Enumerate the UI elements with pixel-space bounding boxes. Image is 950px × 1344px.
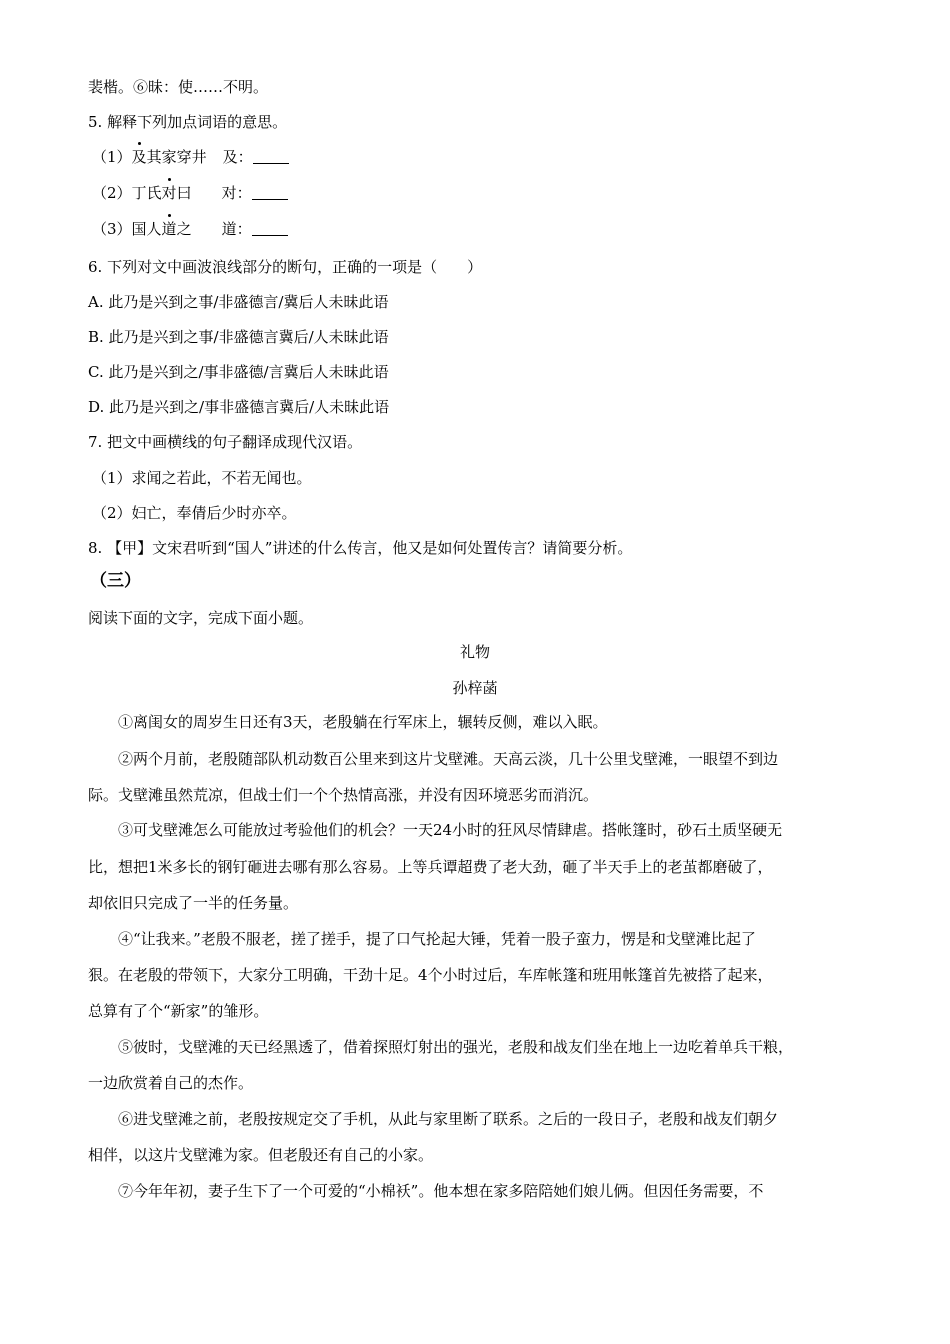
story-line: 总算有了个“新家”的雏形。 — [88, 1002, 269, 1020]
section-instruction: 阅读下面的文字，完成下面小题。 — [88, 609, 314, 627]
dotted-char: 道 — [161, 220, 177, 238]
q6-option-a: A. 此乃是兴到之事/非盛德言/冀后人未昧此语 — [88, 293, 389, 311]
story-line: 一边欣赏着自己的杰作。 — [88, 1074, 254, 1092]
story-line: ②两个月前，老殷随部队机动数百公里来到这片戈壁滩。天高云淡，几十公里戈壁滩，一眼望不到边 — [118, 750, 779, 768]
q8-stem: 8. 【甲】文宋君听到“国人”讲述的什么传言，他又是如何处置传言？请简要分析。 — [88, 539, 633, 557]
story-line: 却依旧只完成了一半的任务量。 — [88, 894, 299, 912]
story-line: ③可戈壁滩怎么可能放过考验他们的机会？一天24小时的狂风尽情肆虐。搭帐篷时，砂石土质坚硬无 — [118, 821, 783, 839]
story-line: ①离闺女的周岁生日还有3天，老殷躺在行军床上，辗转反侧，难以入眠。 — [118, 713, 608, 731]
story-line: ⑦今年年初，妻子生下了一个可爱的“小棉袄”。他本想在家多陪陪她们娘儿俩。但因任务需要，不 — [118, 1182, 764, 1200]
story-line: 比，想把1米多长的钢钉砸进去哪有那么容易。上等兵谭超费了老大劲，砸了半天手上的老茧都磨破了， — [88, 858, 773, 876]
story-line: ④“让我来。”老殷不服老，搓了搓手，提了口气抡起大锤，凭着一股子蛮力，愣是和戈壁滩比起了 — [118, 930, 756, 948]
q7-stem: 7. 把文中画横线的句子翻译成现代汉语。 — [88, 433, 363, 451]
q5-item-2: （2）丁氏对曰 对： — [92, 182, 288, 204]
q6-option-b: B. 此乃是兴到之事/非盛德言冀后/人未昧此语 — [88, 328, 389, 346]
story-line: 狠。在老殷的带领下，大家分工明确，干劲十足。4个小时过后，车库帐篷和班用帐篷首先被搭了起来， — [88, 966, 773, 984]
q5-item-1: （1）及其家穿井 及： — [92, 146, 289, 168]
q5-item-3: （3）国人道之 道： — [92, 218, 288, 240]
section-heading: （三） — [90, 571, 141, 591]
answer-blank[interactable] — [252, 220, 288, 236]
top-fragment: 裴楷。⑥昧：使……不明。 — [88, 78, 269, 96]
answer-blank[interactable] — [253, 148, 289, 164]
q6-option-d: D. 此乃是兴到之/事非盛德言冀后/人未昧此语 — [88, 398, 390, 416]
q7-item-2: （2）妇亡，奉倩后少时亦卒。 — [92, 504, 297, 522]
answer-blank[interactable] — [252, 184, 288, 200]
story-line: ⑥进戈壁滩之前，老殷按规定交了手机，从此与家里断了联系。之后的一段日子，老殷和战友们朝夕 — [118, 1110, 779, 1128]
q6-option-c: C. 此乃是兴到之/事非盛德/言冀后人未昧此语 — [88, 363, 389, 381]
story-title: 礼物 — [459, 643, 490, 661]
q5-stem: 5. 解释下列加点词语的意思。 — [88, 113, 288, 131]
dotted-char: 对 — [161, 184, 177, 202]
story-line: 际。戈壁滩虽然荒凉，但战士们一个个热情高涨，并没有因环境恶劣而消沉。 — [88, 786, 599, 804]
story-line: ⑤彼时，戈壁滩的天已经黑透了，借着探照灯射出的强光，老殷和战友们坐在地上一边吃着单兵干粮， — [118, 1038, 794, 1056]
dotted-char: 及 — [131, 148, 147, 166]
story-author: 孙梓菡 — [452, 679, 498, 697]
q7-item-1: （1）求闻之若此，不若无闻也。 — [92, 469, 312, 487]
story-line: 相伴，以这片戈壁滩为家。但老殷还有自己的小家。 — [88, 1146, 434, 1164]
q6-stem: 6. 下列对文中画波浪线部分的断句，正确的一项是（ ） — [88, 258, 483, 276]
